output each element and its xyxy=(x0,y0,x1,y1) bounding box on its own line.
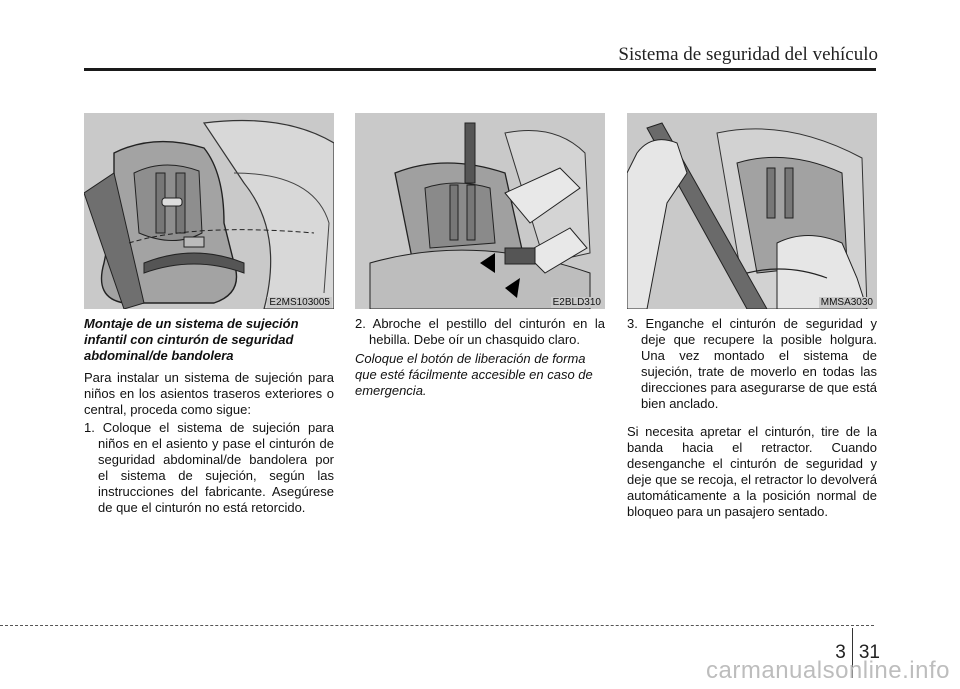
column-2 xyxy=(355,316,605,399)
step-3: 3. Enganche el cinturón de seguridad y deje que recupere la posible holgura. Una vez montado el sistema de sujeción, trate de moverlo en todas las direcciones para asegurarse de que está bien anclado. xyxy=(627,316,877,411)
tighten-paragraph: Si necesita apretar el cinturón, tire de la banda hacia el retractor. Cuando desenganche el cinturón de seguridad y deje que se recoja, el retractor lo devolverá automáticamente a la posición normal de bloqueo para un pasajero sentado. xyxy=(627,424,877,519)
figure-buckle-latch xyxy=(355,113,605,309)
figure-code: E2BLD310 xyxy=(552,297,601,308)
step-2: 2. Abroche el pestillo del cinturón en la hebilla. Debe oír un chasquido claro. xyxy=(355,316,605,347)
section-subhead: Montaje de un sistema de sujeción infantil con cinturón de seguridad abdominal/de bandolera xyxy=(84,316,299,363)
figure-code: E2MS103005 xyxy=(269,297,330,308)
column-3 xyxy=(627,316,877,522)
page-number-value: 31 xyxy=(858,642,880,663)
step-1: 1. Coloque el sistema de sujeción para niños en el asiento y pase el cinturón de seguridad abdominal/de bandolera por el sistema de sujeción, según las instrucciones del fabricante. Asegúrese de que el cinturón no está retorcido. xyxy=(84,420,334,515)
child-seat-lap-shoulder-belt-illustration-icon xyxy=(84,113,334,309)
belt-retractor-tighten-illustration-icon xyxy=(627,113,877,309)
column-1 xyxy=(84,316,334,516)
figure-belt-retractor xyxy=(627,113,877,309)
watermark: carmanualsonline.info xyxy=(706,657,950,684)
buckle-latch-illustration-icon xyxy=(355,113,605,309)
figure-code: MMSA3030 xyxy=(820,297,873,308)
header-rule xyxy=(84,68,876,71)
footer-rule xyxy=(0,625,874,627)
intro-paragraph: Para instalar un sistema de sujeción para niños en los asientos traseros exteriores o central, proceda como sigue: xyxy=(84,370,334,417)
page-header-title: Sistema de seguridad del vehículo xyxy=(618,44,878,65)
chapter-number: 3 xyxy=(835,642,846,663)
figure-child-seat-belt xyxy=(84,113,334,309)
release-button-note: Coloque el botón de liberación de forma que esté fácilmente accesible en caso de emergencia. xyxy=(355,351,593,398)
